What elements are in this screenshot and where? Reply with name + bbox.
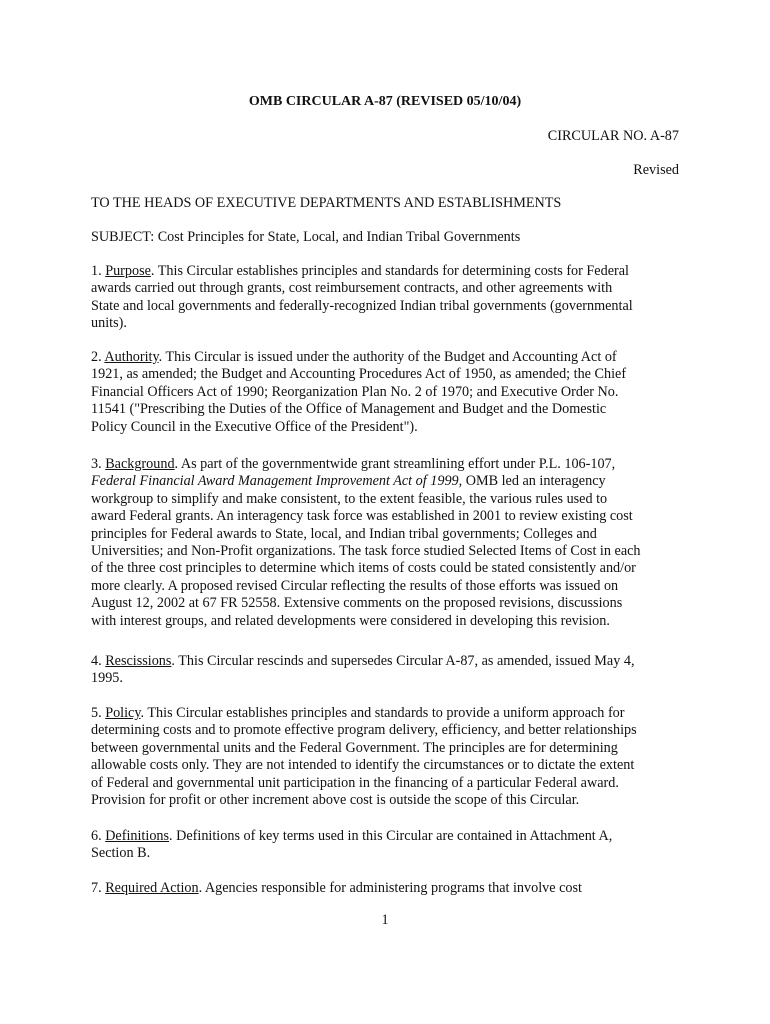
paragraph-number: 7. [91, 880, 106, 896]
paragraph-heading: Purpose [105, 263, 151, 279]
paragraph-line: 11541 ("Prescribing the Duties of the Office of Management and Budget and the Domestic [91, 401, 607, 418]
paragraph-line: 7. Required Action. Agencies responsible for administering programs that involve cost [91, 880, 582, 896]
paragraph-line: Federal Financial Award Management Improvement Act of 1999, OMB led an interagency [91, 473, 606, 490]
paragraph-line: Section B. [91, 845, 151, 862]
paragraph-line: State and local governments and federally-recognized Indian tribal governments (governmental [91, 297, 633, 314]
paragraph-line: between governmental units and the Federal Government. The principles are for determining [91, 739, 618, 756]
paragraph-heading: Background [105, 456, 175, 472]
paragraph-heading: Rescissions [105, 653, 172, 669]
paragraph-line: August 12, 2002 at 67 FR 52558. Extensive comments on the proposed revisions, discussions [91, 595, 623, 612]
paragraph-line: 1995. [91, 670, 123, 687]
paragraph-number: 1. [91, 263, 106, 279]
paragraph-line: Provision for profit or other increment above cost is outside the scope of this Circular. [91, 792, 580, 809]
act-name: Federal Financial Award Management Improvement Act of 1999, [91, 473, 463, 490]
paragraph-rescissions [91, 653, 691, 688]
paragraph-heading: Required Action [105, 880, 199, 896]
paragraph-definitions [91, 828, 691, 863]
addressee-line: TO THE HEADS OF EXECUTIVE DEPARTMENTS AND ESTABLISHMENTS [91, 195, 562, 211]
paragraph-line: units). [91, 315, 127, 332]
paragraph-required-action [91, 880, 691, 897]
paragraph-line: Policy Council in the Executive Office of the President"). [91, 418, 418, 435]
paragraph-line: workgroup to simplify and make consistent, to the extent feasible, the various rules used to [91, 490, 608, 507]
paragraph-number: 3. [91, 456, 106, 472]
paragraph-line: 1921, as amended; the Budget and Accounting Procedures Act of 1950, as amended; the Chief [91, 366, 627, 383]
paragraph-line: 1. Purpose. This Circular establishes principles and standards for determining costs for Federal [91, 263, 629, 279]
subject-line: SUBJECT: Cost Principles for State, Local, and Indian Tribal Governments [91, 229, 521, 245]
paragraph-line: more clearly. A proposed revised Circular reflecting the results of those efforts was issued on [91, 577, 619, 594]
paragraph-line: 4. Rescissions. This Circular rescinds and supersedes Circular A-87, as amended, issued May 4, [91, 653, 635, 669]
paragraph-line: Universities; and Non-Profit organizations. The task force studied Selected Items of Cost in each [91, 543, 641, 560]
page-number: 1 [381, 912, 389, 928]
paragraph-heading: Authority [104, 349, 159, 365]
paragraph-line: of Federal and governmental unit participation in the financing of a particular Federal award. [91, 774, 619, 791]
paragraph-purpose [91, 263, 691, 333]
paragraph-line: 6. Definitions. Definitions of key terms used in this Circular are contained in Attachment A, [91, 828, 613, 844]
paragraph-policy [91, 705, 691, 809]
paragraph-line: award Federal grants. An interagency task force was established in 2001 to review existing cost [91, 508, 633, 525]
document-title: OMB CIRCULAR A-87 (REVISED 05/10/04) [248, 94, 522, 109]
paragraph-number: 6. [91, 828, 106, 844]
paragraph-line: awards carried out through grants, cost reimbursement contracts, and other agreements with [91, 280, 613, 297]
paragraph-authority [91, 349, 691, 436]
paragraph-line: 2. Authority. This Circular is issued under the authority of the Budget and Accounting Act of [91, 349, 617, 365]
paragraph-line: 5. Policy. This Circular establishes principles and standards to provide a uniform approach for [91, 705, 625, 721]
revised-label: Revised [633, 162, 679, 178]
paragraph-line: Financial Officers Act of 1990; Reorganization Plan No. 2 of 1970; and Executive Order No. [91, 383, 619, 400]
paragraph-background [91, 456, 691, 630]
paragraph-line: with interest groups, and related developments were considered in developing this revision. [91, 612, 610, 629]
paragraph-line: 3. Background. As part of the governmentwide grant streamlining effort under P.L. 106-107, [91, 456, 616, 472]
paragraph-heading: Definitions [105, 828, 170, 844]
paragraph-line: allowable costs only. They are not intended to identify the circumstances or to dictate the extent [91, 757, 635, 774]
paragraph-number: 4. [91, 653, 106, 669]
paragraph-line: principles for Federal awards to State, local, and Indian tribal governments; Colleges and [91, 525, 597, 542]
paragraph-line: of the three cost principles to determine which items of costs could be stated consistently and/or [91, 560, 636, 577]
paragraph-number: 5. [91, 705, 106, 721]
circular-number: CIRCULAR NO. A-87 [547, 128, 679, 144]
paragraph-number: 2. [91, 349, 105, 365]
paragraph-heading: Policy [105, 705, 141, 721]
paragraph-line: determining costs and to promote effective program delivery, efficiency, and better relationships [91, 722, 637, 739]
